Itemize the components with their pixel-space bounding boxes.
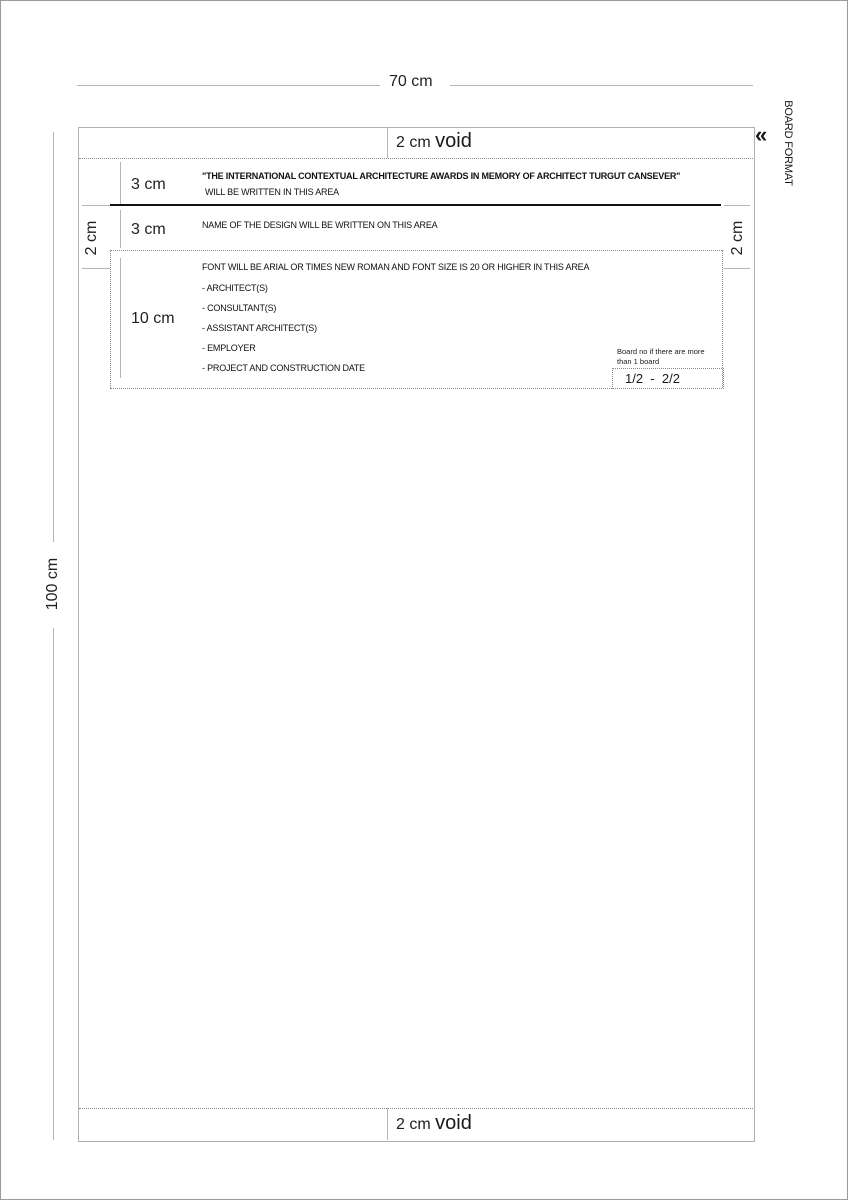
width-dimension-line-left xyxy=(77,85,380,86)
list-item-employer: - EMPLOYER xyxy=(202,343,256,353)
row1-divider xyxy=(120,162,121,204)
row1-bottom-rule xyxy=(110,204,721,206)
content-left-boundary xyxy=(110,250,111,388)
row1-award-title: "THE INTERNATIONAL CONTEXTUAL ARCHITECTURE AWARDS IN MEMORY OF ARCHITECT TURGUT CANSEVER" xyxy=(202,171,681,181)
row2-height-label: 3 cm xyxy=(131,221,166,238)
row2-design-name-note: NAME OF THE DESIGN WILL BE WRITTEN ON THIS AREA xyxy=(202,220,438,230)
width-dimension-line-right xyxy=(450,85,753,86)
double-chevron-left-icon: « xyxy=(755,122,768,147)
list-item-architects: - ARCHITECT(S) xyxy=(202,283,268,293)
board-number-value: 1/2 - 2/2 xyxy=(625,371,680,386)
board-number-note-line2: than 1 board xyxy=(617,357,660,366)
list-item-consultants: - CONSULTANT(S) xyxy=(202,303,277,313)
board-format-label: BOARD FORMAT xyxy=(782,100,794,186)
left-margin-label: 2 cm xyxy=(83,220,100,256)
row2-bottom-boundary xyxy=(110,250,722,251)
left-margin-tick-bottom xyxy=(82,268,110,269)
row2-divider xyxy=(120,210,121,248)
height-dimension-line-bottom xyxy=(53,628,54,1140)
row3-font-note: FONT WILL BE ARIAL OR TIMES NEW ROMAN AND FONT SIZE IS 20 OR HIGHER IN THIS AREA xyxy=(202,262,590,272)
height-dimension-label: 100 cm xyxy=(44,557,61,611)
list-item-project-date: - PROJECT AND CONSTRUCTION DATE xyxy=(202,363,365,373)
bottom-void-label: 2 cm void xyxy=(396,1112,472,1134)
row3-height-label: 10 cm xyxy=(131,310,175,327)
bottom-void-boundary xyxy=(79,1108,753,1109)
right-margin-tick-bottom xyxy=(724,268,750,269)
width-dimension-label: 70 cm xyxy=(389,73,433,90)
top-void-label: 2 cm void xyxy=(396,130,472,152)
right-margin-tick-top xyxy=(724,205,750,206)
board-number-note xyxy=(617,347,705,367)
right-margin-label: 2 cm xyxy=(729,220,746,256)
top-void-tick xyxy=(387,128,388,158)
row1-height-label: 3 cm xyxy=(131,176,166,193)
top-void-boundary xyxy=(79,158,753,159)
left-margin-tick-top xyxy=(82,205,110,206)
board-outline xyxy=(78,127,755,1142)
height-dimension-line-top xyxy=(53,132,54,542)
row1-note: WILL BE WRITTEN IN THIS AREA xyxy=(205,187,339,197)
bottom-void-tick xyxy=(387,1108,388,1140)
list-item-assistant-architects: - ASSISTANT ARCHITECT(S) xyxy=(202,323,317,333)
row3-divider xyxy=(120,258,121,378)
board-number-note-line1: Board no if there are more xyxy=(617,347,705,356)
